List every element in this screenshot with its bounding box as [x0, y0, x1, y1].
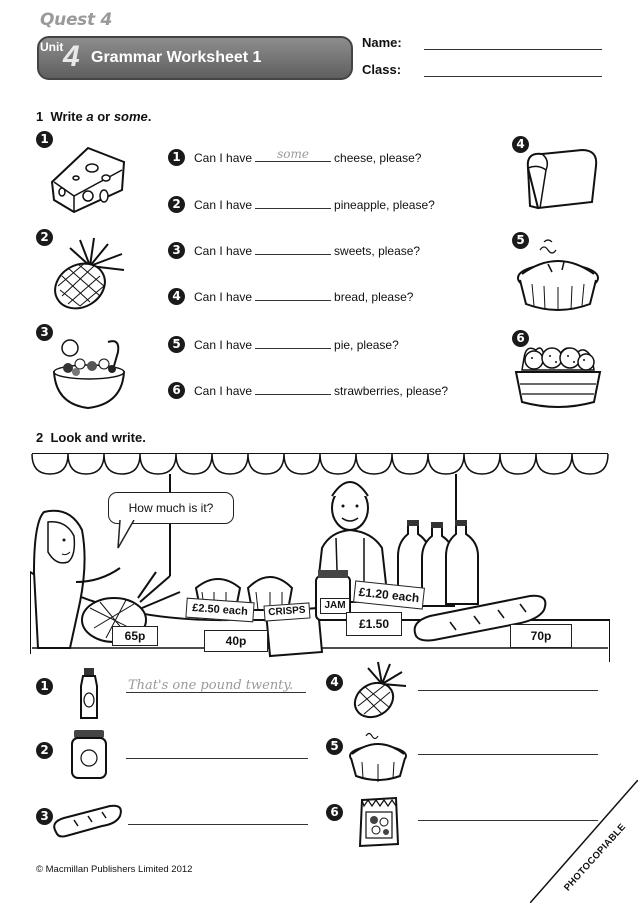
- answer-blank[interactable]: [255, 197, 331, 209]
- question-text: Can I have: [194, 290, 253, 304]
- section-title-some: some: [113, 109, 148, 124]
- section-number: 2: [36, 430, 44, 445]
- class-field[interactable]: [424, 76, 602, 77]
- picture-number: 5: [512, 232, 529, 249]
- price-tag-sweets: 40p: [204, 630, 268, 652]
- item-number: 2: [36, 742, 53, 759]
- question-text: strawberries, please?: [334, 384, 449, 398]
- question-number: 5: [168, 336, 185, 353]
- section-title-part: .: [147, 109, 152, 124]
- picture-number: 2: [36, 229, 53, 246]
- unit-label: Unit: [40, 40, 64, 54]
- question-3: [194, 243, 420, 258]
- question-text: sweets, please?: [334, 244, 421, 258]
- pineapple-icon: [350, 660, 410, 722]
- price-tag-pineapple: 65p: [112, 626, 158, 646]
- item-number: 6: [326, 804, 343, 821]
- question-number: 2: [168, 196, 185, 213]
- question-text: pineapple, please?: [334, 198, 435, 212]
- photocopiable-label: PHOTOCOPIABLE: [562, 821, 629, 894]
- section-1-heading: [36, 109, 151, 124]
- price-tag-drinks: £1.20 each: [353, 580, 425, 609]
- strawberries-basket-icon: [512, 340, 604, 414]
- item-number: 5: [326, 738, 343, 755]
- jam-jar-icon: [70, 728, 108, 780]
- answer-blank[interactable]: [255, 289, 331, 301]
- question-text: Can I have: [194, 338, 253, 352]
- pineapple-icon: [50, 236, 130, 312]
- price-tag-bread: 70p: [510, 624, 572, 648]
- answer-line[interactable]: [418, 754, 598, 755]
- speech-bubble: How much is it?: [108, 492, 234, 524]
- brand-logo: Quest 4: [40, 10, 112, 30]
- question-2: [194, 197, 435, 212]
- jam-label: JAM: [320, 598, 350, 614]
- question-4: [194, 289, 413, 304]
- answer-line[interactable]: [418, 690, 598, 691]
- question-text: Can I have: [194, 244, 253, 258]
- page-title: Grammar Worksheet 1: [91, 49, 262, 66]
- answer-text: That's one pound twenty.: [128, 678, 294, 693]
- section-title-part: Write: [50, 109, 87, 124]
- unit-number: 4: [63, 40, 80, 73]
- name-field[interactable]: [424, 49, 602, 50]
- answer-line[interactable]: [126, 758, 308, 759]
- section-2-heading: [36, 430, 146, 445]
- picture-number: 3: [36, 324, 53, 341]
- pie-icon: [346, 728, 410, 786]
- bread-stick-icon: [50, 802, 126, 838]
- picture-number: 6: [512, 330, 529, 347]
- item-number: 3: [36, 808, 53, 825]
- question-text: Can I have: [194, 384, 253, 398]
- class-label: Class:: [362, 62, 402, 77]
- question-6: [194, 383, 448, 398]
- answer-blank[interactable]: [255, 243, 331, 255]
- question-1: [194, 147, 422, 165]
- question-text: Can I have: [194, 151, 253, 165]
- question-text: Can I have: [194, 198, 253, 212]
- pie-icon: [512, 238, 604, 318]
- sweets-bag-icon: [356, 796, 402, 848]
- price-tag-cheese: £1.50: [346, 612, 402, 636]
- answer-blank[interactable]: [255, 383, 331, 395]
- price-tag-pies: £2.50 each: [185, 598, 254, 623]
- drink-bottle-icon: [76, 666, 102, 722]
- answer-line[interactable]: [128, 824, 308, 825]
- answer-text: some: [277, 147, 309, 161]
- copyright-notice: © Macmillan Publishers Limited 2012: [36, 864, 193, 875]
- picture-number: 4: [512, 136, 529, 153]
- crisps-label: CRISPS: [263, 602, 310, 621]
- question-text: bread, please?: [334, 290, 414, 304]
- question-5: [194, 337, 399, 352]
- sweets-bowl-icon: [48, 336, 128, 416]
- picture-number: 1: [36, 131, 53, 148]
- section-title-part: or: [93, 109, 114, 124]
- question-number: 4: [168, 288, 185, 305]
- speech-bubble-tail: [116, 520, 140, 550]
- question-number: 6: [168, 382, 185, 399]
- cheese-icon: [46, 140, 130, 218]
- question-number: 1: [168, 149, 185, 166]
- item-number: 4: [326, 674, 343, 691]
- answer-blank[interactable]: [255, 147, 331, 162]
- question-number: 3: [168, 242, 185, 259]
- answer-blank[interactable]: [255, 337, 331, 349]
- photocopiable-corner: [530, 780, 638, 903]
- section-title-a: a: [86, 109, 94, 124]
- name-label: Name:: [362, 35, 402, 50]
- item-number: 1: [36, 678, 53, 695]
- section-number: 1: [36, 109, 44, 124]
- bread-loaf-icon: [520, 146, 602, 216]
- question-text: pie, please?: [334, 338, 399, 352]
- section-title: Look and write.: [50, 430, 146, 445]
- question-text: cheese, please?: [334, 151, 422, 165]
